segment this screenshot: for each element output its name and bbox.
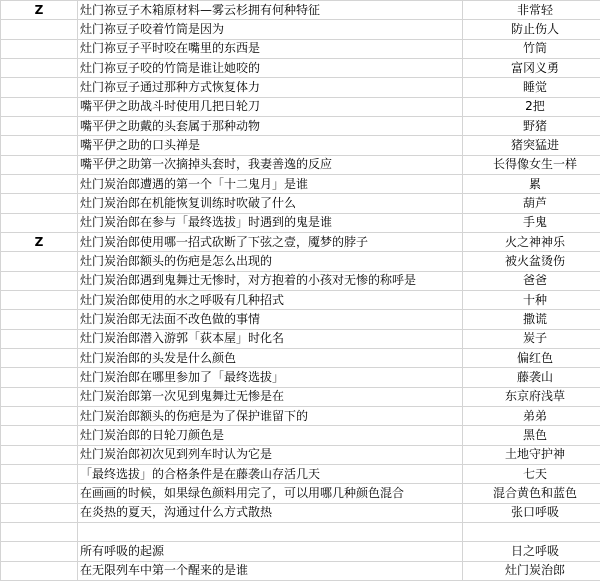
table-row [1,155,600,174]
cell-question[interactable]: 灶门祢豆子咬着竹筒是因为 [78,20,463,39]
cell-answer[interactable]: 葫芦 [463,194,600,213]
cell-question[interactable]: 灶门炭治郎在机能恢复训练时吹破了什么 [78,194,463,213]
table-row [1,445,600,464]
cell-question[interactable]: 灶门祢豆子通过那种方式恢复体力 [78,78,463,97]
cell-marker[interactable] [1,290,78,309]
cell-question[interactable]: 灶门祢豆子平时咬在嘴里的东西是 [78,39,463,58]
cell-question[interactable] [78,522,463,541]
cell-answer[interactable]: 猪突猛进 [463,136,600,155]
cell-answer[interactable]: 富冈义勇 [463,58,600,77]
table-row [1,368,600,387]
cell-question[interactable]: 灶门炭治郎的头发是什么颜色 [78,348,463,367]
cell-answer[interactable]: 灶门炭治郎 [463,561,600,580]
cell-question[interactable]: 灶门炭治郎使用的水之呼吸有几种招式 [78,290,463,309]
cell-answer[interactable]: 混合黄色和蓝色 [463,484,600,503]
cell-question[interactable]: 灶门祢豆子咬的竹筒是谁让她咬的 [78,58,463,77]
table-row [1,58,600,77]
table-row [1,116,600,135]
cell-marker[interactable] [1,252,78,271]
cell-marker[interactable] [1,155,78,174]
cell-marker[interactable] [1,368,78,387]
cell-question[interactable]: 所有呼吸的起源 [78,542,463,561]
cell-marker[interactable] [1,406,78,425]
cell-marker[interactable] [1,522,78,541]
table-row [1,503,600,522]
cell-marker[interactable] [1,116,78,135]
cell-answer[interactable]: 累 [463,174,600,193]
table-row [1,561,600,580]
cell-question[interactable]: 灶门炭治郎潜入游郭「荻本屋」时化名 [78,329,463,348]
cell-marker[interactable]: Z [1,232,78,251]
cell-question[interactable]: 灶门炭治郎初次见到列车时认为它是 [78,445,463,464]
cell-answer[interactable]: 七天 [463,464,600,483]
cell-marker[interactable] [1,97,78,116]
cell-marker[interactable] [1,310,78,329]
table-row [1,522,600,541]
table-row [1,310,600,329]
cell-answer[interactable]: 被火盆烫伤 [463,252,600,271]
cell-answer[interactable]: 撒谎 [463,310,600,329]
cell-answer[interactable]: 野猪 [463,116,600,135]
cell-marker[interactable] [1,20,78,39]
table-row [1,387,600,406]
cell-marker[interactable] [1,329,78,348]
cell-marker[interactable] [1,542,78,561]
cell-question[interactable]: 灶门炭治郎遇到鬼舞辻无惨时，对方抱着的小孩对无惨的称呼是 [78,271,463,290]
cell-marker[interactable] [1,387,78,406]
cell-question[interactable]: 在炎热的夏天，沟通过什么方式散热 [78,503,463,522]
cell-marker[interactable] [1,484,78,503]
cell-marker[interactable] [1,271,78,290]
cell-answer[interactable]: 日之呼吸 [463,542,600,561]
cell-answer[interactable]: 手鬼 [463,213,600,232]
table-row [1,97,600,116]
cell-question[interactable]: 灶门炭治郎无法面不改色做的事情 [78,310,463,329]
cell-answer[interactable]: 张口呼吸 [463,503,600,522]
cell-answer[interactable] [463,522,600,541]
cell-marker[interactable] [1,464,78,483]
cell-marker[interactable] [1,445,78,464]
cell-question[interactable]: 灶门炭治郎遭遇的第一个「十二鬼月」是谁 [78,174,463,193]
cell-question[interactable]: 灶门炭治郎在参与「最终选拔」时遇到的鬼是谁 [78,213,463,232]
cell-answer[interactable]: 火之神神乐 [463,232,600,251]
spreadsheet-body [1,1,600,581]
cell-answer[interactable]: 十种 [463,290,600,309]
cell-question[interactable]: 嘴平伊之助的口头禅是 [78,136,463,155]
table-row [1,39,600,58]
cell-answer[interactable]: 东京府浅草 [463,387,600,406]
cell-answer[interactable]: 非常轻 [463,1,600,20]
cell-answer[interactable]: 偏红色 [463,348,600,367]
table-row [1,542,600,561]
table-row [1,136,600,155]
cell-marker[interactable] [1,561,78,580]
cell-question[interactable]: 嘴平伊之助戴的头套属于那种动物 [78,116,463,135]
cell-question[interactable]: 灶门炭治郎额头的伤疤是怎么出现的 [78,252,463,271]
table-row [1,290,600,309]
cell-marker[interactable] [1,78,78,97]
cell-answer[interactable]: 睡觉 [463,78,600,97]
cell-marker[interactable] [1,503,78,522]
table-row [1,406,600,425]
cell-marker[interactable] [1,136,78,155]
cell-question[interactable]: 灶门炭治郎的日轮刀颜色是 [78,426,463,445]
cell-answer[interactable]: 竹筒 [463,39,600,58]
cell-question[interactable]: 灶门炭治郎额头的伤疤是为了保护谁留下的 [78,406,463,425]
cell-question[interactable]: 「最终选拔」的合格条件是在藤袭山存活几天 [78,464,463,483]
cell-question[interactable]: 灶门炭治郎使用哪一招式砍断了下弦之壹，魇梦的脖子 [78,232,463,251]
cell-question[interactable]: 在画画的时候，如果绿色颜料用完了，可以用哪几种颜色混合 [78,484,463,503]
table-row [1,78,600,97]
cell-answer[interactable]: 防止伤人 [463,20,600,39]
table-row [1,464,600,483]
cell-answer[interactable]: 黑色 [463,426,600,445]
table-row [1,20,600,39]
table-row [1,271,600,290]
cell-marker[interactable] [1,174,78,193]
cell-answer[interactable]: 长得像女生一样 [463,155,600,174]
cell-answer[interactable]: 炭子 [463,329,600,348]
table-row [1,252,600,271]
table-row [1,1,600,20]
table-row [1,484,600,503]
cell-question[interactable]: 嘴平伊之助第一次摘掉头套时，我妻善逸的反应 [78,155,463,174]
cell-answer[interactable]: 藤袭山 [463,368,600,387]
cell-question[interactable]: 灶门炭治郎在哪里参加了「最终选拔」 [78,368,463,387]
cell-marker[interactable] [1,39,78,58]
cell-answer[interactable]: 土地守护神 [463,445,600,464]
cell-answer[interactable]: 2把 [463,97,600,116]
table-row [1,232,600,251]
table-row [1,174,600,193]
table-row [1,329,600,348]
cell-marker[interactable] [1,426,78,445]
cell-question[interactable]: 嘴平伊之助战斗时使用几把日轮刀 [78,97,463,116]
table-row [1,426,600,445]
cell-marker[interactable]: Z [1,1,78,20]
table-row [1,213,600,232]
cell-question[interactable]: 灶门祢豆子木箱原材料—雾云杉拥有何种特征 [78,1,463,20]
cell-question[interactable]: 在无限列车中第一个醒来的是谁 [78,561,463,580]
cell-marker[interactable] [1,58,78,77]
table-row [1,194,600,213]
cell-marker[interactable] [1,348,78,367]
cell-marker[interactable] [1,194,78,213]
cell-answer[interactable]: 弟弟 [463,406,600,425]
table-row [1,348,600,367]
cell-marker[interactable] [1,213,78,232]
cell-answer[interactable]: 爸爸 [463,271,600,290]
cell-question[interactable]: 灶门炭治郎第一次见到鬼舞辻无惨是在 [78,387,463,406]
